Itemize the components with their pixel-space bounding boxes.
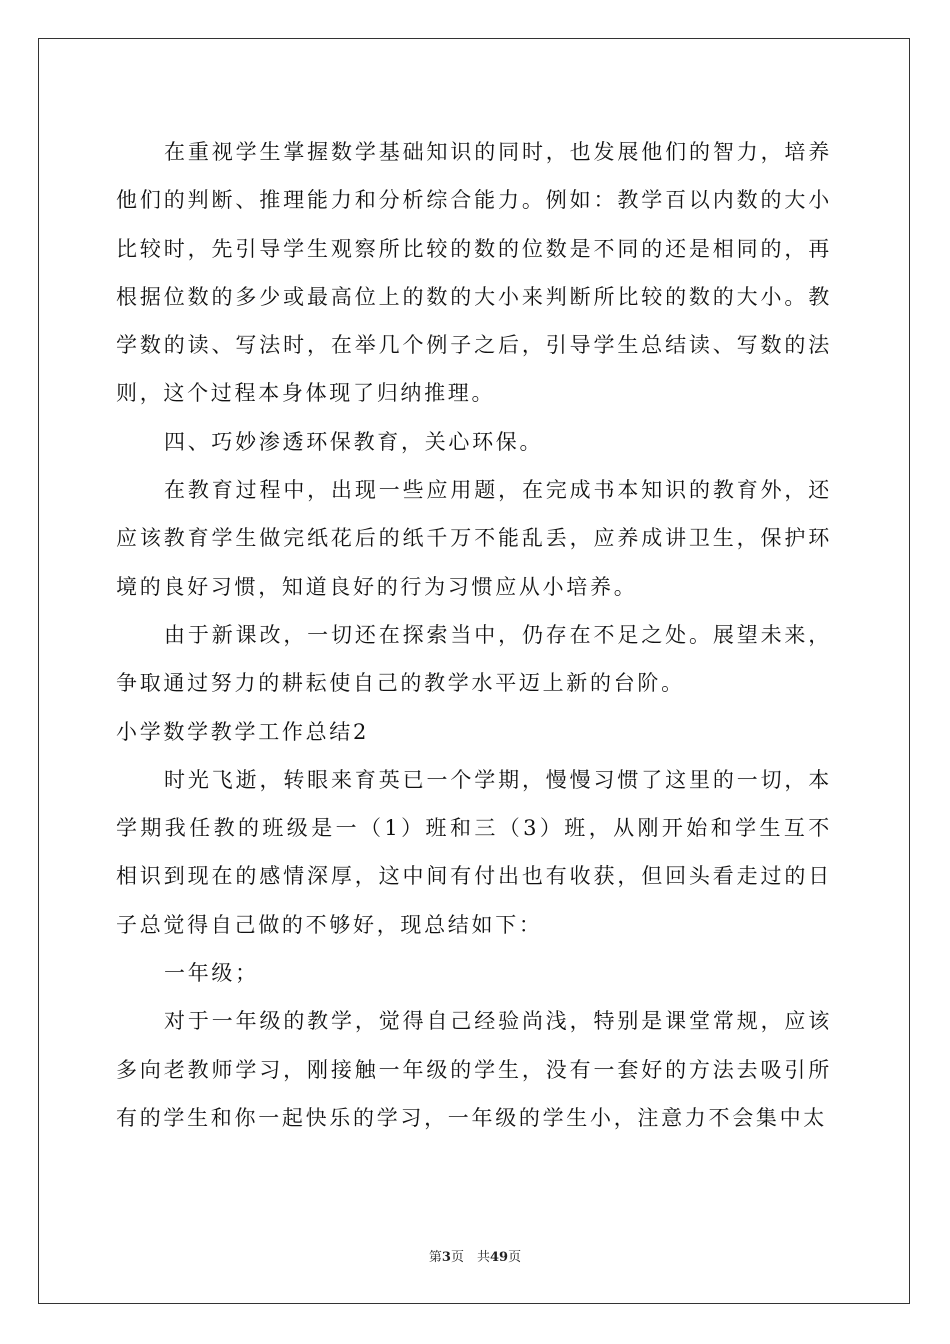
footer-middle: 页 共 [450,1250,490,1265]
paragraph-environment: 在教育过程中，出现一些应用题，在完成书本知识的教育外，还应该教育学生做完纸花后的纸千万不能乱丢，应养成讲卫生，保护环境的良好习惯，知道良好的行为习惯应从小培养。 [116,478,832,599]
footer-suffix: 页 [508,1250,522,1265]
document-body [116,128,832,1142]
document-title-2: 小学数学教学工作总结2 [116,719,370,744]
footer-current-page: 3 [441,1250,451,1265]
section-heading-grade-one: 一年级； [164,961,259,986]
paragraph-intro: 时光飞逝，转眼来育英已一个学期，慢慢习惯了这里的一切，本学期我任教的班级是一（1）班和三（3）班，从刚开始和学生互不相识到现在的感情深厚，这中间有付出也有收获，但回头看走过的日子总觉得自己做的不够好，现总结如下： [116,767,832,937]
section-heading-environment: 四、巧妙渗透环保教育，关心环保。 [164,429,544,454]
footer-total-pages: 49 [489,1250,509,1265]
footer-prefix: 第 [428,1250,442,1265]
paragraph-grade-one: 对于一年级的教学，觉得自己经验尚浅，特别是课堂常规，应该多向老教师学习，刚接触一年级的学生，没有一套好的方法去吸引所有的学生和你一起快乐的学习，一年级的学生小，注意力不会集中太 [116,1009,832,1130]
paragraph-outlook: 由于新课改，一切还在探索当中，仍存在不足之处。展望未来，争取通过努力的耕耘使自己的教学水平迈上新的台阶。 [116,622,832,696]
page-footer [0,1246,950,1265]
paragraph-reasoning: 在重视学生掌握数学基础知识的同时，也发展他们的智力，培养他们的判断、推理能力和分析综合能力。例如：教学百以内数的大小比较时，先引导学生观察所比较的数的位数是不同的还是相同的，再根据位数的多少或最高位上的数的大小来判断所比较的数的大小。教学数的读、写法时，在举几个例子之后，引导学生总结读、写数的法则，这个过程本身体现了归纳推理。 [116,140,832,406]
